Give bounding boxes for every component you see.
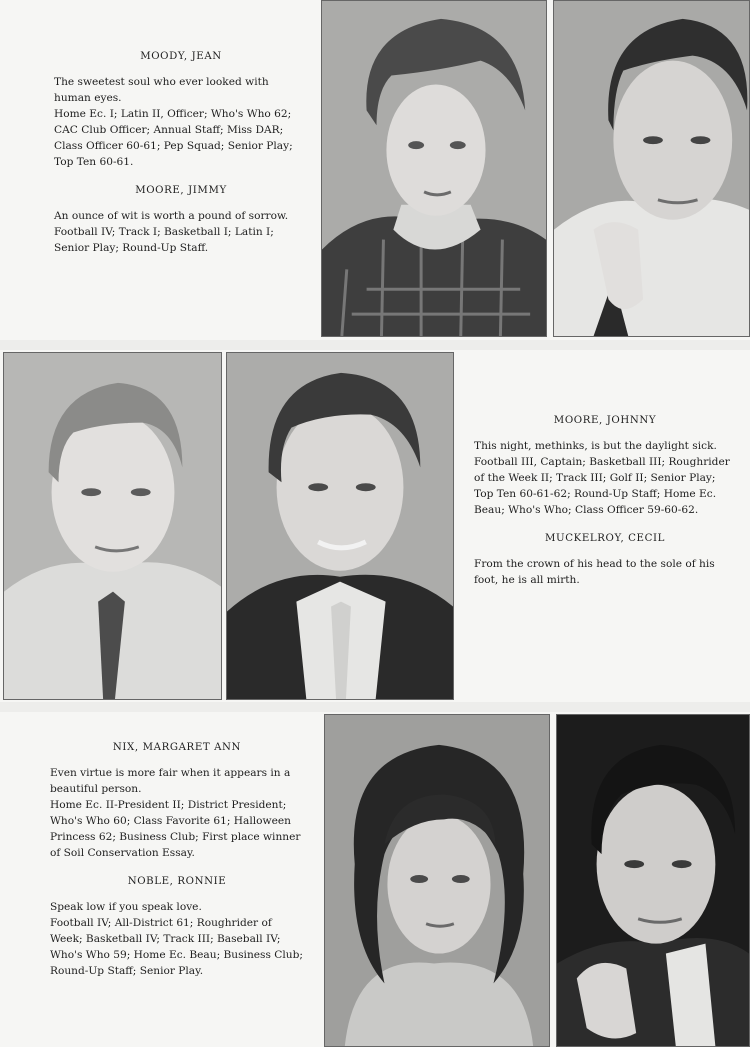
portrait-image [325, 715, 549, 1046]
student-entry-moore-johnny [474, 438, 736, 518]
student-entry-noble-ronnie [50, 899, 304, 979]
student-activities: Football IV; All-District 61; Roughrider of Week; Basketball IV; Track III; Baseball IV; Who's Who 59; Home Ec. Beau; Business Club; Round-Up Staff; Senior Play. [50, 917, 303, 977]
student-entry-muckelroy-cecil [474, 556, 736, 588]
student-name: NIX, MARGARET ANN [112, 742, 242, 753]
text-column-row3 [50, 740, 304, 992]
student-name: MOODY, JEAN [140, 51, 222, 62]
portrait-image [322, 1, 546, 336]
student-quote: This night, methinks, is but the daylight sick. [474, 440, 717, 452]
student-name: MOORE, JIMMY [135, 185, 227, 196]
portrait-photo-moore-jimmy [553, 0, 750, 337]
student-quote: An ounce of wit is worth a pound of sorrow. [54, 210, 289, 222]
student-name: MUCKELROY, CECIL [545, 533, 665, 544]
student-activities: Home Ec. II-President II; District President; Who's Who 60; Class Favorite 61; Halloween Princess 62; Business Club; First place winner of Soil Conservation Essay. [50, 799, 301, 859]
student-name: NOBLE, RONNIE [127, 876, 227, 887]
student-quote: The sweetest soul who ever looked with human eyes. [54, 76, 269, 104]
student-entry-moore-jimmy [54, 208, 308, 256]
text-column-row1 [54, 49, 308, 269]
student-activities: Home Ec. I; Latin II, Officer; Who's Who 62; CAC Club Officer; Annual Staff; Miss DAR; Class Officer 60-61; Pep Squad; Senior Play; Top Ten 60-61. [54, 108, 293, 168]
student-entry-moody-jean [54, 74, 308, 170]
portrait-image [4, 353, 221, 699]
portrait-photo-nix-margaret-ann [324, 714, 550, 1047]
portrait-image [227, 353, 453, 699]
student-name: MOORE, JOHNNY [553, 415, 657, 426]
portrait-photo-moore-johnny [3, 352, 222, 700]
student-entry-nix-margaret-ann [50, 765, 304, 861]
student-quote: From the crown of his head to the sole of his foot, he is all mirth. [474, 558, 715, 586]
row-divider [0, 702, 750, 712]
student-activities: Football IV; Track I; Basketball I; Latin I; Senior Play; Round-Up Staff. [54, 226, 274, 254]
portrait-photo-noble-ronnie [556, 714, 750, 1047]
text-column-row2 [474, 413, 736, 601]
student-quote: Speak low if you speak love. [50, 901, 202, 913]
portrait-image [557, 715, 749, 1046]
row-divider [0, 340, 750, 350]
portrait-image [554, 1, 749, 336]
student-quote: Even virtue is more fair when it appears in a beautiful person. [50, 767, 291, 795]
portrait-photo-moody-jean [321, 0, 547, 337]
student-activities: Football III, Captain; Basketball III; Roughrider of the Week II; Track III; Golf II; Senior Play; Top Ten 60-61-62; Round-Up Staff; Home Ec. Beau; Who's Who; Class Officer 59-60-62. [474, 456, 730, 516]
portrait-photo-muckelroy-cecil [226, 352, 454, 700]
